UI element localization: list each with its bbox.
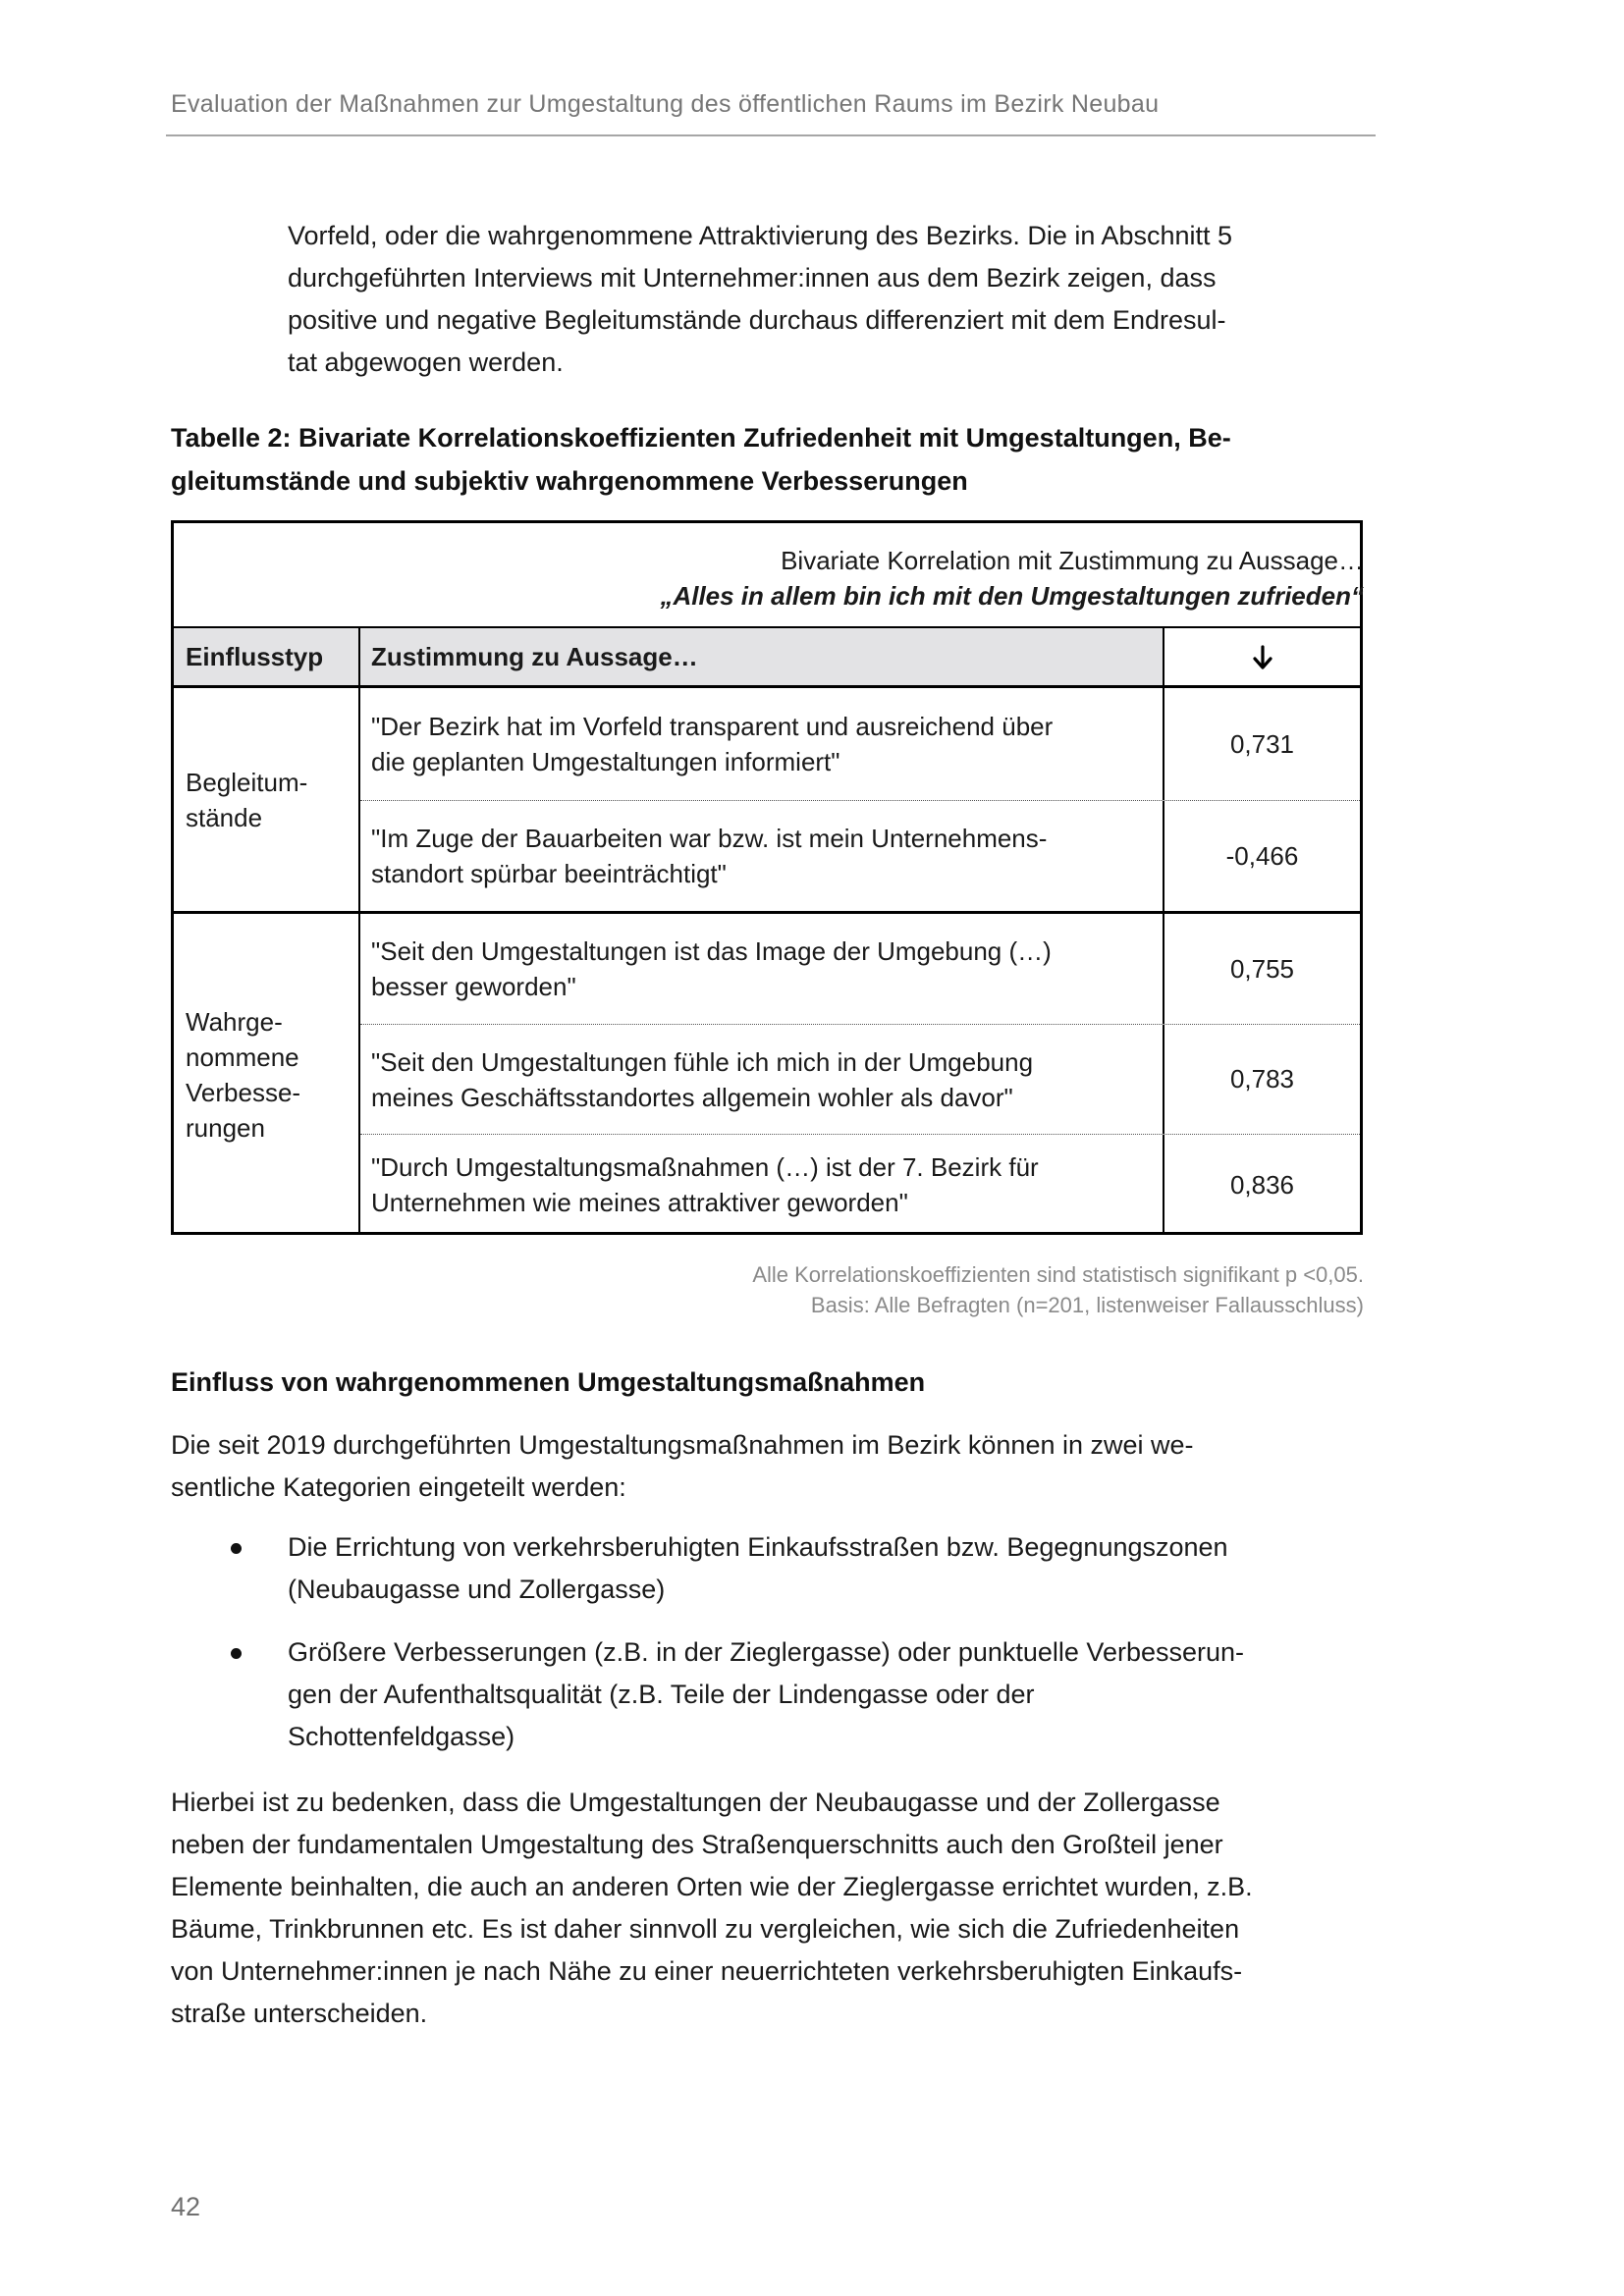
text-line: Hierbei ist zu bedenken, dass die Umgestaltungen der Neubaugasse und der Zollergasse <box>171 1788 1220 1817</box>
statement-line: besser geworden" <box>371 972 576 1001</box>
text-line: Die seit 2019 durchgeführten Umgestaltungsmaßnahmen im Bezirk können in zwei we- <box>171 1430 1194 1460</box>
table-header-row <box>174 626 1360 688</box>
text-line: Bäume, Trinkbrunnen etc. Es ist daher sinnvoll zu vergleichen, wie sich die Zufriedenheiten <box>171 1914 1240 1944</box>
text-line: gen der Aufenthaltsqualität (z.B. Teile der Lindengasse oder der <box>288 1680 1035 1709</box>
header-correlation <box>1164 628 1360 685</box>
final-paragraph <box>171 1782 1253 2035</box>
statement-line: Unternehmen wie meines attraktiver geworden" <box>371 1188 908 1217</box>
statement-line: "Im Zuge der Bauarbeiten war bzw. ist mein Unternehmens- <box>371 824 1048 853</box>
table-title-line2: „Alles in allem bin ich mit den Umgestaltungen zufrieden“ <box>660 581 1364 611</box>
bullet-icon <box>231 1543 242 1554</box>
group-label-line: nommene <box>186 1041 299 1072</box>
text-line: neben der fundamentalen Umgestaltung des Straßenquerschnitts auch den Großteil jener <box>171 1830 1223 1859</box>
text-line: von Unternehmer:innen je nach Nähe zu einer neuerrichteten verkehrsberuhigten Einkaufs- <box>171 1956 1243 1986</box>
group-label-line: rungen <box>186 1112 265 1143</box>
table-title-line1: Bivariate Korrelation mit Zustimmung zu Aussage… <box>781 546 1364 575</box>
group-label <box>174 914 360 1235</box>
text-line: Größere Verbesserungen (z.B. in der Zieglergasse) oder punktuelle Verbesserun- <box>288 1637 1245 1667</box>
statement-cell <box>360 801 1164 911</box>
correlation-value: -0,466 <box>1225 840 1299 871</box>
text-line: Vorfeld, oder die wahrgenommene Attraktivierung des Bezirks. Die in Abschnitt 5 <box>288 221 1233 250</box>
group-label-line: Wahrge- <box>186 1006 283 1037</box>
group-wahrgenommene-verbesserungen <box>174 914 1360 1235</box>
table-row <box>360 914 1360 1025</box>
section-heading: Einfluss von wahrgenommenen Umgestaltungsmaßnahmen <box>171 1367 926 1397</box>
statement-line: "Der Bezirk hat im Vorfeld transparent und ausreichend über <box>371 712 1054 741</box>
caption-line: gleitumstände und subjektiv wahrgenommene Verbesserungen <box>171 466 968 496</box>
text-line: straße unterscheiden. <box>171 1999 428 2028</box>
group-label-line: stände <box>186 802 263 832</box>
table-notes <box>752 1259 1364 1320</box>
group-label-line: Verbesse- <box>186 1077 301 1107</box>
text-line: Elemente beinhalten, die auch an anderen Orten wie der Zieglergasse errichtet wurden, z.B. <box>171 1872 1253 1901</box>
header-einflusstyp: Einflusstyp <box>174 628 360 685</box>
table-row <box>360 801 1360 911</box>
list-item <box>171 1526 1244 1611</box>
table-row <box>360 1135 1360 1235</box>
table-row <box>360 688 1360 801</box>
text-line: Schottenfeldgasse) <box>288 1722 515 1751</box>
running-header: Evaluation der Maßnahmen zur Umgestaltung des öffentlichen Raums im Bezirk Neubau <box>171 90 1160 118</box>
statement-cell <box>360 914 1164 1024</box>
statement-cell <box>360 1135 1164 1235</box>
table-row <box>360 1025 1360 1135</box>
categories-paragraph <box>171 1424 1194 1509</box>
category-list <box>171 1526 1244 1779</box>
header-zustimmung: Zustimmung zu Aussage… <box>360 628 1164 685</box>
statement-line: standort spürbar beeinträchtigt" <box>371 859 727 888</box>
text-line: (Neubaugasse und Zollergasse) <box>288 1575 666 1604</box>
correlation-value: 0,731 <box>1229 728 1295 759</box>
basis-note: Basis: Alle Befragten (n=201, listenweiser Fallausschluss) <box>810 1293 1364 1317</box>
correlation-table <box>171 520 1363 1235</box>
statement-line: "Seit den Umgestaltungen fühle ich mich in der Umgebung <box>371 1046 1034 1077</box>
statement-cell <box>360 1025 1164 1134</box>
statement-line: "Durch Umgestaltungsmaßnahmen (…) ist der 7. Bezirk für <box>371 1152 1039 1182</box>
group-label-line: Begleitum- <box>186 767 308 797</box>
text-line: Die Errichtung von verkehrsberuhigten Einkaufsstraßen bzw. Begegnungszonen <box>288 1532 1228 1562</box>
text-line: tat abgewogen werden. <box>288 347 564 377</box>
page-number: 42 <box>171 2192 201 2221</box>
text-line: durchgeführten Interviews mit Unternehmer:innen aus dem Bezirk zeigen, dass <box>288 263 1217 293</box>
header-rule <box>166 134 1376 136</box>
group-begleitumstaende <box>174 688 1360 914</box>
correlation-value: 0,755 <box>1229 953 1295 984</box>
statement-line: "Seit den Umgestaltungen ist das Image der Umgebung (…) <box>371 936 1052 966</box>
bullet-icon <box>231 1648 242 1659</box>
text-line: sentliche Kategorien eingeteilt werden: <box>171 1472 626 1502</box>
list-item <box>171 1631 1244 1758</box>
table-title <box>660 543 1364 614</box>
group-label <box>174 688 360 911</box>
statement-line: meines Geschäftsstandortes allgemein wohler als davor" <box>371 1082 1013 1112</box>
intro-paragraph <box>288 215 1232 384</box>
arrow-down-icon <box>1252 645 1273 670</box>
table-caption <box>171 416 1231 503</box>
correlation-value: 0,836 <box>1229 1169 1295 1200</box>
significance-note: Alle Korrelationskoeffizienten sind statistisch signifikant p <0,05. <box>752 1262 1364 1287</box>
statement-cell <box>360 688 1164 800</box>
correlation-value: 0,783 <box>1229 1064 1295 1094</box>
text-line: positive und negative Begleitumstände durchaus differenziert mit dem Endresul- <box>288 305 1226 335</box>
caption-line: Tabelle 2: Bivariate Korrelationskoeffizienten Zufriedenheit mit Umgestaltungen, Be- <box>171 423 1231 453</box>
statement-line: die geplanten Umgestaltungen informiert" <box>371 747 840 776</box>
